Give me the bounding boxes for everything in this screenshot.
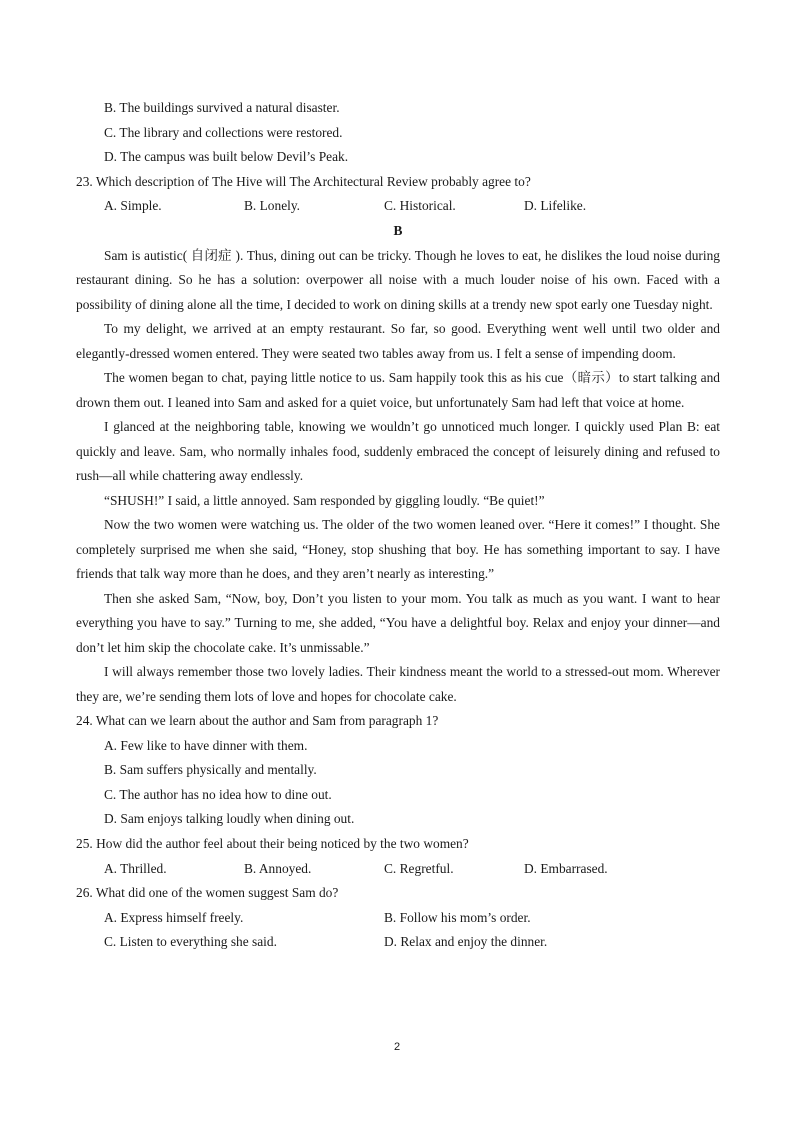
q23-question: 23. Which description of The Hive will The Architectural Review probably agree to? — [76, 173, 531, 189]
q26-options-row-2 — [76, 930, 720, 955]
q26-option-b: B. Follow his mom’s order. — [384, 909, 531, 925]
passage-paragraph-1: Sam is autistic( 自闭症 ). Thus, dining out can be tricky. Though he loves to eat, he dislikes the loud noise during restaurant dining. So he has a solution: overpower all noise with a much louder noise of his own. Faced with a possibility of dining alone all the time, I decided to work on dining skills at a trendy new spot early one Tuesday night. — [76, 247, 720, 312]
q25-option-a: A. Thrilled. — [104, 860, 167, 876]
q23-option-d: D. Lifelike. — [524, 198, 587, 214]
q25-option-c: C. Regretful. — [384, 860, 454, 876]
q25-options — [76, 857, 720, 882]
page-number: 2 — [393, 1041, 401, 1053]
q26-question: 26. What did one of the women suggest Sam do? — [76, 885, 339, 901]
q24-option-a: A. Few like to have dinner with them. — [104, 737, 308, 753]
q25-option-d: D. Embarrased. — [524, 860, 608, 876]
q22-option-c: C. The library and collections were restored. — [104, 124, 343, 140]
passage-paragraph-3: The women began to chat, paying little notice to us. Sam happily took this as his cue（暗示）to start talking and drown them out. I leaned into Sam and asked for a quiet voice, but unfortunately Sam had left that voice at home. — [76, 370, 720, 410]
passage-paragraph-2: To my delight, we arrived at an empty restaurant. So far, so good. Everything went well until two older and elegantly-dressed women entered. They were seated two tables away from us. I felt a sense of impending doom. — [76, 321, 720, 361]
q26-option-c: C. Listen to everything she said. — [104, 934, 277, 950]
section-heading: B — [393, 222, 403, 238]
q26-option-a: A. Express himself freely. — [104, 909, 244, 925]
passage-paragraph-4: I glanced at the neighboring table, knowing we wouldn’t go unnoticed much longer. I quickly used Plan B: eat quickly and leave. Sam, who normally inhales food, suddenly embraced the concept of leisurely dining and refused to rush—all while chattering away endlessly. — [76, 419, 720, 484]
passage-paragraph-6: Now the two women were watching us. The older of the two women leaned over. “Here it comes!” I thought. She completely surprised me when she said, “Honey, stop shushing that boy. He has something important to say. I have friends that talk way more than he does, and they aren’t nearly as interesting.” — [76, 517, 720, 582]
q23-option-b: B. Lonely. — [244, 198, 301, 214]
q26-option-d: D. Relax and enjoy the dinner. — [384, 934, 548, 950]
q24-option-d: D. Sam enjoys talking loudly when dining out. — [104, 811, 355, 827]
q25-question: 25. How did the author feel about their being noticed by the two women? — [76, 836, 469, 852]
passage-paragraph-5: “SHUSH!” I said, a little annoyed. Sam responded by giggling loudly. “Be quiet!” — [104, 492, 545, 508]
q25-option-b: B. Annoyed. — [244, 860, 312, 876]
q23-options — [76, 194, 720, 219]
q23-option-a: A. Simple. — [104, 198, 162, 214]
q23-option-c: C. Historical. — [384, 198, 456, 214]
q22-option-b: B. The buildings survived a natural disaster. — [104, 100, 340, 115]
q22-option-d: D. The campus was built below Devil’s Peak. — [104, 149, 349, 165]
q24-option-b: B. Sam suffers physically and mentally. — [104, 762, 317, 778]
q24-question: 24. What can we learn about the author and Sam from paragraph 1? — [76, 713, 439, 729]
q26-options-row-1 — [76, 906, 720, 931]
passage-paragraph-7: Then she asked Sam, “Now, boy, Don’t you listen to your mom. You talk as much as you want. I want to hear everything you have to say.” Turning to me, she added, “You have a delightful boy. Relax and enjoy your dinner—and don’t let him skip the chocolate cake. It’s unmissable.” — [76, 590, 720, 655]
q24-option-c: C. The author has no idea how to dine out. — [104, 786, 332, 802]
page-content — [76, 96, 720, 955]
passage-paragraph-8: I will always remember those two lovely ladies. Their kindness meant the world to a stressed-out mom. Wherever they are, we’re sending them lots of love and hopes for chocolate cake. — [76, 664, 720, 704]
